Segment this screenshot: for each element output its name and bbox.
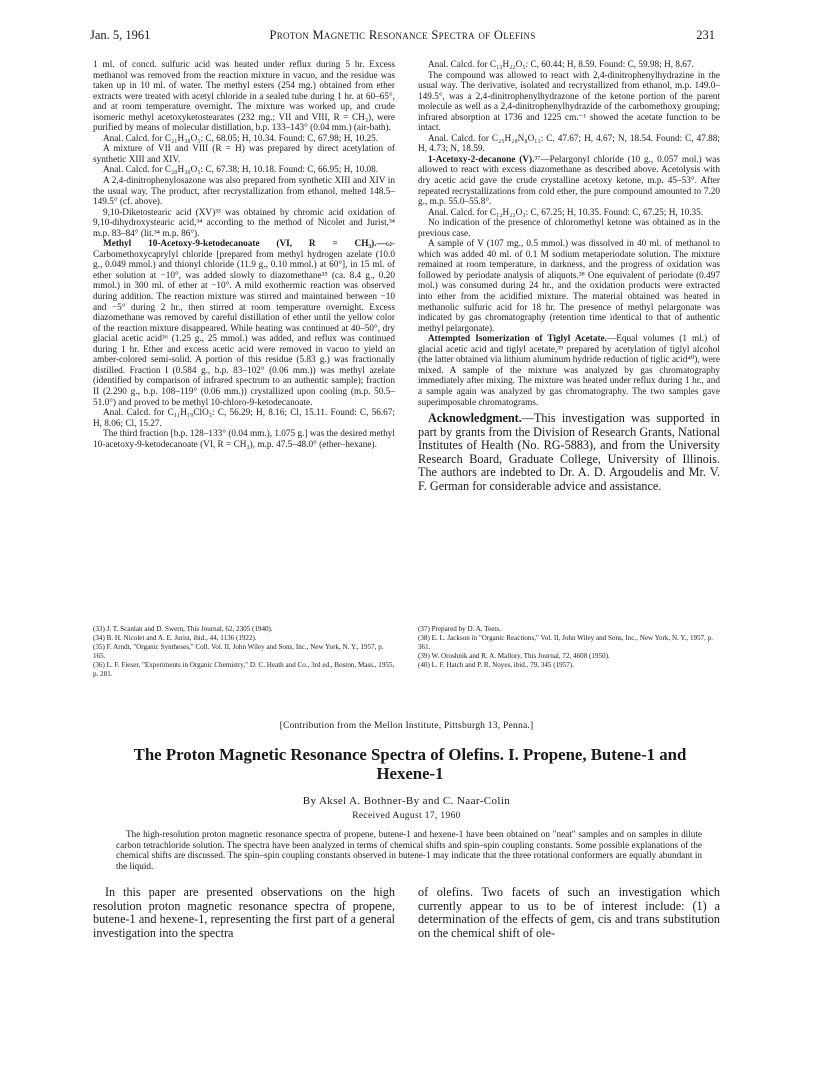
analysis-paragraph: Anal. Calcd. for C₁₁H₁₉ClO₃: C, 56.29; H, 8.16; Cl, 15.11. Found: C, 56.67; H, 8.06; Cl, 15.27. xyxy=(93,408,395,429)
acknowledgment-text: —This investigation was supported in part by grants from the Division of Research Grants, National Institutes of Health (No. RG-5883), and from the University Research Board, Graduate College, University of Illinois. The authors are indebted to Dr. A. D. Argoudelis and Mr. V. F. German for considerable advice and assistance. xyxy=(418,411,720,494)
analysis-paragraph: Anal. Calcd. for C₂₁H₃₈O₅: C, 68.05; H, 10.34. Found: C, 67.98; H, 10.25. xyxy=(103,133,379,144)
article-title: The Proton Magnetic Resonance Spectra of Olefins. I. Propene, Butene-1 and Hexene-1 xyxy=(133,745,687,783)
paragraph: 9,10-Diketostearic acid (XV)³³ was obtained by chromic acid oxidation of 9,10-dihydroxystearic acid,³⁴ according to the method of Nicolet and Jurist,³⁴ m.p. 83–84° (lit.³⁴ m.p. 86°). xyxy=(93,207,395,239)
footnote: (35) F. Arndt, "Organic Syntheses," Coll. Vol. II, John Wiley and Sons, Inc., New York, N. Y., 1957, p. 165. xyxy=(93,643,384,661)
section-paragraph xyxy=(418,155,720,208)
section-text: ω-Carbomethoxycaprylyl chloride [prepared from methyl hydrogen azelate (10.0 g., 0.049 mmol.) and thionyl chloride (11.9 g., 0.10 mmol.) at 60°], in 15 ml. of ether solution at −10°, was added slowly to diazomethane³⁵ (ca. 8.4 g., 0.20 mmol.) in 300 ml. of ether at −10°. A mild exothermic reaction was observed during addition. The reaction mixture was stirred and maintained between −10 and −5° during 2 hr., then stirred at room temperature overnight. Excess diazomethane was removed by careful distillation of ether until the yellow color of the reaction mixture disappeared. While heating was continued at 40–50°, dry glacial acetic acid³⁶ (1.25 g., 25 mmol.) was added, and reflux was continued during 1 hr. Ether and excess acetic acid were removed in vacuo to yield an amber-colored semi-solid. A portion of this residue (5.83 g.) was fractionally distilled. Fraction I (0.584 g., b.p. 83–102° (0.06 mm.)) was methyl azelate (identified by comparison of infrared spectrum to an authentic sample); fraction II (2.290 g., b.p. 108–119° (0.06 mm.)) crystallized upon cooling (m.p. 50.5–51.0°) and proved to be methyl 10-chloro-9-ketodecanoate. xyxy=(93,239,395,408)
contribution-line: [Contribution from the Mellon Institute, Pittsburgh 13, Penna.] xyxy=(279,720,534,731)
header-title: Proton Magnetic Resonance Spectra of Olefins xyxy=(269,28,536,42)
section-heading: 1-Acetoxy-2-decanone (V). xyxy=(428,154,535,165)
footnote: (38) E. L. Jackson in "Organic Reactions," Vol. II, John Wiley and Sons, Inc., New York, N. Y., 1957, p. 361. xyxy=(418,634,714,652)
footnote: (37) Prepared by D. A. Teets. xyxy=(418,625,501,633)
section-paragraph xyxy=(93,239,395,408)
acknowledgment-heading: Acknowledgment. xyxy=(428,411,522,426)
section-heading: Methyl 10-Acetoxy-9-ketodecanoate (VI, R = CH₃).— xyxy=(103,239,386,250)
paragraph: A mixture of VII and VIII (R = H) was prepared by direct acetylation of synthetic XIII and XIV. xyxy=(93,144,395,165)
article-authors: By Aksel A. Bothner-By and C. Naar-Colin xyxy=(302,795,511,807)
received-date: Received August 17, 1960 xyxy=(352,811,461,821)
running-header xyxy=(90,28,715,44)
header-date: Jan. 5, 1961 xyxy=(90,28,151,42)
article-body-right: of olefins. Two facets of such an investigation which currently appear to us to be of interest include: (1) a determination of the effects of gem, cis and trans substitution on the chemical shift of ole- xyxy=(418,885,720,940)
footnotes-right xyxy=(418,625,720,670)
article-body-left: In this paper are presented observations on the high resolution proton magnetic resonance spectra of propene, butene-1 and hexene-1, representing the first part of a general investigation into the spectra xyxy=(93,885,395,940)
analysis-paragraph: Anal. Calcd. for C₂₀H₃₆O₅: C, 67.38; H, 10.18. Found: C, 66.95; H, 10.08. xyxy=(103,165,379,176)
footnotes-left xyxy=(93,625,395,679)
footnote: (39) W. Oroshnik and R. A. Mallory, This Journal, 72, 4608 (1950). xyxy=(418,652,610,661)
analysis-paragraph: Anal. Calcd. for C₁₃H₂₂O₅: C, 60.44; H, 8.59. Found: C, 59.98; H, 8.67. xyxy=(428,60,694,70)
footnote: (40) L. F. Hatch and P. R. Noyes, ibid., 79, 345 (1957). xyxy=(418,661,574,670)
paragraph: No indication of the presence of chloromethyl ketone was obtained as in the previous case. xyxy=(418,218,720,239)
acknowledgment xyxy=(418,412,720,494)
section-heading: Attempted Isomerization of Tiglyl Acetate. xyxy=(428,334,607,345)
page-number: 231 xyxy=(696,28,715,42)
section-paragraph xyxy=(418,334,720,408)
paragraph: The compound was allowed to react with 2,4-dinitrophenylhydrazine in the usual way. The derivative, isolated and recrystallized from ethanol, m.p. 149.0–149.5°, was a 2,4-dinitrophenylhydrazone of the ketone portion of the parent molecule as well as a 2,4-dinitrophenylhydrazide of the carbomethoxy grouping; infrared absorption at 1736 and 1225 cm.⁻¹ showed the acetate function to be intact. xyxy=(418,70,720,134)
right-column xyxy=(418,60,720,494)
section-text: ³⁷—Pelargonyl chloride (10 g., 0.057 mol.) was allowed to react with excess diazomethane as described above. Acetolysis with dry acetic acid gave the crude crystalline acetoxy ketone, m.p. 45–53°. After repeated recrystallizations from cold ether, the pure compound amounted to 7.20 g., m.p. 55.0–55.8°. xyxy=(418,154,720,208)
analysis-paragraph: Anal. Calcd. for C₁₂H₂₂O₃: C, 67.25; H, 10.35. Found: C, 67.25; H, 10.35. xyxy=(428,207,704,218)
footnote: (36) L. F. Fieser, "Experiments in Organic Chemistry," D. C. Heath and Co., 3rd ed., Boston, Mass., 1955, p. 281. xyxy=(93,661,395,679)
footnote: (34) B. H. Nicolet and A. E. Jurist, ibid., 44, 1136 (1922). xyxy=(93,634,257,643)
paragraph: The third fraction [b.p. 128–133° (0.04 mm.), 1.075 g.] was the desired methyl 10-acetoxy-9-ketodecanoate (VI, R = CH₃), m.p. 47.5–48.0° (ether–hexane). xyxy=(93,429,395,450)
section-text: —Equal volumes (1 ml.) of glacial acetic acid and tiglyl acetate,³⁹ prepared by acetylation of tiglyl alcohol (the latter obtained via lithium aluminum hydride reduction of tiglic acid⁴⁰), were mixed. A sample of the mixture was analyzed by gas chromatography immediately after mixing. The mixture was heated under reflux during 1 hr., and a sample again was analyzed by gas chromatography. The two samples gave superimposable chromatograms. xyxy=(418,334,720,408)
paragraph: A sample of V (107 mg., 0.5 mmol.) was dissolved in 40 ml. of methanol to which was added 40 ml. of 0.1 M sodium metaperiodate solution. The mixture remained at room temperature, in darkness, and the progress of oxidation was followed by periodate analysis of aliquots.³⁸ One equivalent of periodate (0.497 mol.) was consumed during 24 hr., and the oxidation products were extracted into ether from the acidified mixture. The material obtained was heated in methanolic sulfuric acid for 18 hr. The presence of methyl pelargonate was indicated by gas chromatography (retention time identical to that of authentic methyl pelargonate). xyxy=(418,239,720,334)
footnote: (33) J. T. Scanlan and D. Swern, This Journal, 62, 2305 (1940). xyxy=(93,625,273,633)
left-column xyxy=(93,60,395,450)
paragraph: A 2,4-dinitrophenylosazone was also prepared from synthetic XIII and XIV in the usual way. The product, after recrystallization from ethanol, melted 148.5–149.5° (cf. above). xyxy=(93,176,395,208)
abstract: The high-resolution proton magnetic resonance spectra of propene, butene-1 and hexene-1 have been obtained on "neat" samples and on samples in dilute carbon tetrachloride solution. The spectra have been analyzed in terms of chemical shifts and spin–spin coupling constants. Some possible explanations of the chemical shifts are discussed. The spin–spin coupling constants observed in butene-1 may indicate that the three rotational conformers are equally abundant in the liquid. xyxy=(116,829,702,871)
analysis-paragraph: Anal. Calcd. for C₂₅H₂₈N₈O₁₁: C, 47.67; H, 4.67; N, 18.54. Found: C, 47.88; H, 4.73; N, 18.59. xyxy=(418,133,720,155)
paragraph: 1 ml. of concd. sulfuric acid was heated under reflux during 5 hr. Excess methanol was removed from the reaction mixture in vacuo, and the residue was taken up in 10 ml. of water. The methyl esters (254 mg.) obtained from ether extracts were treated with acetyl chloride in a sealed tube during 1 hr. at 60–65°, and at room temperature overnight. The mixture was worked up, and crude isomeric methyl acetoxyketostearates (232 mg.; VII and VIII, R = CH₃), were purified by means of molecular distillation, b.p. 133–143° (0.04 mm.) (air-bath). xyxy=(93,60,395,134)
